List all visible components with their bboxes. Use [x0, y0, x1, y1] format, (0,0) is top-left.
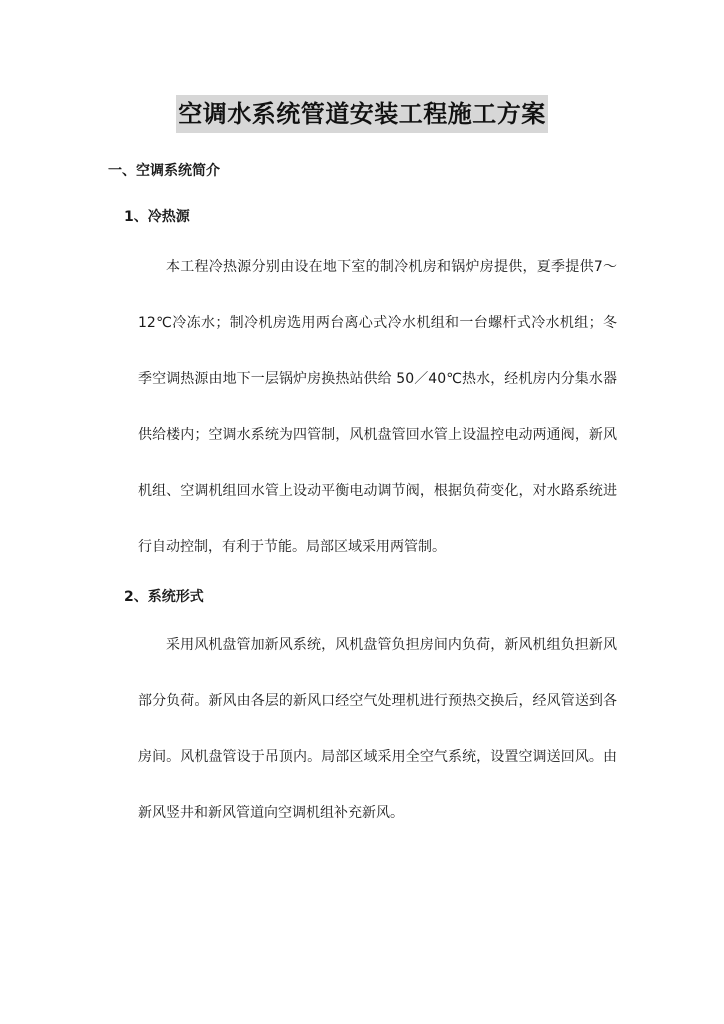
title-container	[0, 95, 724, 133]
subsection-heading-system-form: 2、系统形式	[124, 589, 204, 605]
paragraph-heat-source: 本工程冷热源分别由设在地下室的制冷机房和锅炉房提供，夏季提供7～12℃冷冻水；制冷机房选用两台离心式冷水机组和一台螺杆式冷水机组；冬季空调热源由地下一层锅炉房换热站供给 50／40℃热水，经机房内分集水器供给楼内；空调水系统为四管制，风机盘管回水管上设温控电动两通阀，新风机组、空调机组回水管上设动平衡电动调节阀，根据负荷变化，对水路系统进行自动控制，有利于节能。局部区域采用两管制。	[138, 259, 617, 555]
document-title: 空调水系统管道安装工程施工方案	[176, 95, 548, 133]
subsection-heading-heat-source: 1、冷热源	[124, 209, 190, 225]
section-heading-overview: 一、空调系统简介	[108, 163, 220, 179]
paragraph-system-form: 采用风机盘管加新风系统，风机盘管负担房间内负荷，新风机组负担新风部分负荷。新风由各层的新风口经空气处理机进行预热交换后，经风管送到各房间。风机盘管设于吊顶内。局部区域采用全空气系统，设置空调送回风。由新风竖井和新风管道向空调机组补充新风。	[138, 637, 617, 821]
